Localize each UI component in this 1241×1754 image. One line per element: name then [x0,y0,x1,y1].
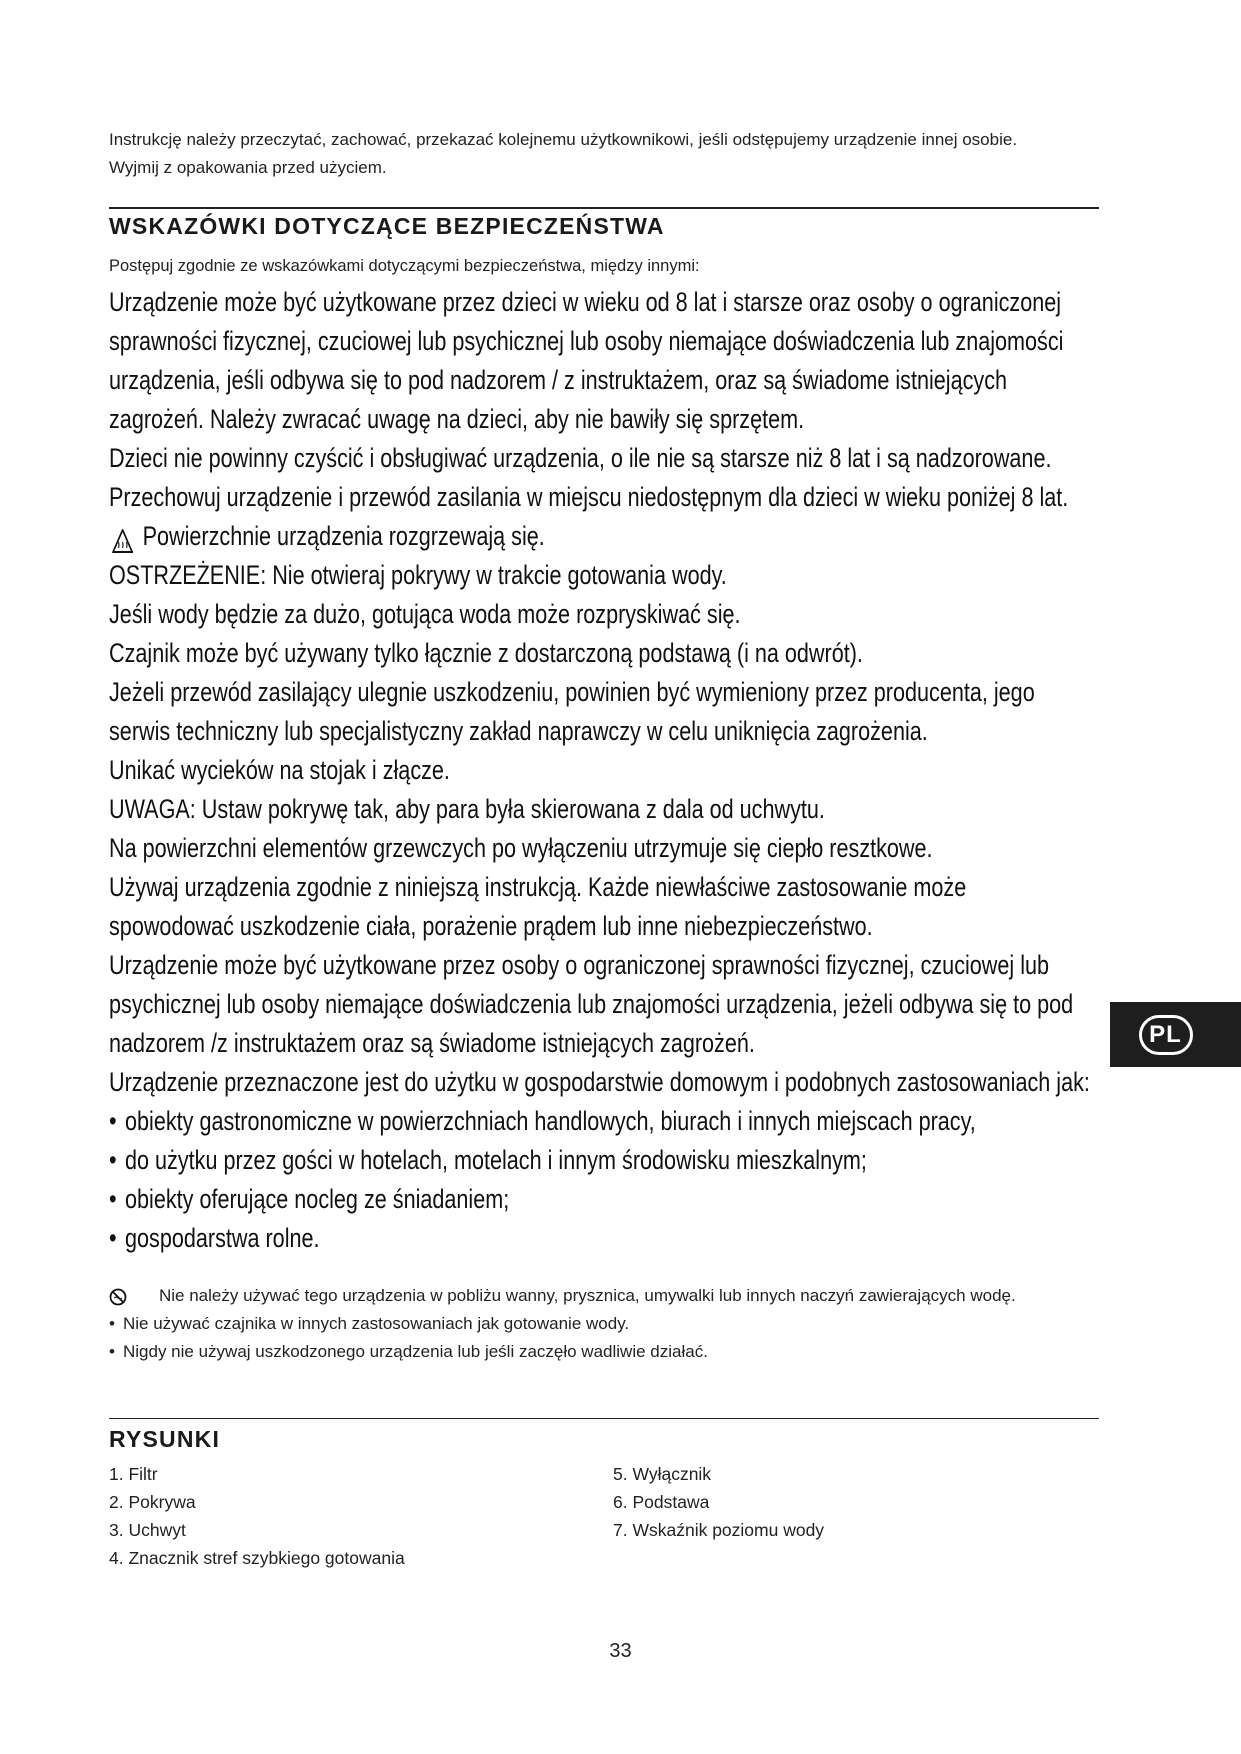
safety-line: Urządzenie przeznaczone jest do użytku w gospodarstwie domowym i podobnych zastosowaniach jak: [109,1067,1090,1097]
prohibited-icon [109,1287,127,1305]
safety-line: nadzorem /z instruktażem oraz są świadome istniejących zagrożeń. [109,1028,755,1058]
no-water-text: Nie należy używać tego urządzenia w pobliżu wanny, prysznica, umywalki lub innych naczyń zawierających wodę. [159,1286,1016,1305]
safety-line: Urządzenie może być użytkowane przez osoby o ograniczonej sprawności fizycznej, czuciowej lub [109,950,1050,980]
figure-item: 6. Podstawa [613,1492,710,1512]
language-badge: PL [1139,1015,1193,1055]
safety-line: Przechowuj urządzenie i przewód zasilania w miejscu niedostępnym dla dzieci w wieku poniżej 8 lat. [109,482,1069,512]
page-number: 33 [609,1640,632,1662]
section-divider [109,1418,1099,1419]
safety-line: Jeżeli przewód zasilający ulegnie uszkodzeniu, powinien być wymieniony przez producenta, jego [109,677,1035,707]
safety-line: Jeśli wody będzie za dużo, gotująca woda może rozpryskiwać się. [109,599,741,629]
list-item: • do użytku przez gości w hotelach, motelach i innym środowisku mieszkalnym; [109,1145,867,1175]
language-tab [1110,1002,1241,1067]
list-item: • Nigdy nie używaj uszkodzonego urządzenia lub jeśli zaczęło wadliwie działać. [109,1342,708,1361]
figure-item: 3. Uchwyt [109,1520,186,1540]
additional-warnings [109,1282,1069,1366]
figure-item: 2. Pokrywa [109,1492,196,1512]
figure-item: 1. Filtr [109,1464,158,1484]
safety-line: serwis techniczny lub specjalistyczny zakład naprawczy w celu uniknięcia zagrożenia. [109,716,928,746]
figures-list-right [613,1460,824,1544]
figure-item: 5. Wyłącznik [613,1464,712,1484]
safety-line: zagrożeń. Należy zwracać uwagę na dzieci, aby nie bawiły się sprzętem. [109,404,805,434]
safety-instructions [109,283,1090,1258]
no-water-warning [109,1282,1069,1310]
figures-heading: RYSUNKI [109,1426,221,1452]
safety-line: Urządzenie może być użytkowane przez dzieci w wieku od 8 lat i starsze oraz osoby o ograniczonej [109,287,1062,317]
safety-line: Unikać wycieków na stojak i złącze. [109,755,450,785]
safety-line: psychicznej lub osoby niemające doświadczenia lub znajomości urządzenia, jeżeli odbywa się to pod [109,989,1074,1019]
safety-line: sprawności fizycznej, czuciowej lub psychicznej lub osoby niemające doświadczenia lub znajomości [109,326,1064,356]
safety-heading: WSKAZÓWKI DOTYCZĄCE BEZPIECZEŃSTWA [109,213,665,239]
intro-text: Instrukcję należy przeczytać, zachować, przekazać kolejnemu użytkownikowi, jeśli odstępujemy urządzenie innej osobie. Wyjmij z opakowania przed użyciem. [109,130,1018,177]
figure-item: 4. Znacznik stref szybkiego gotowania [109,1548,405,1568]
safety-line: Czajnik może być używany tylko łącznie z dostarczoną podstawą (i na odwrót). [109,638,863,668]
safety-line: urządzenia, jeśli odbywa się to pod nadzorem / z instruktażem, oraz są świadome istniejących [109,365,1008,395]
section-divider [109,207,1099,209]
list-item: • gospodarstwa rolne. [109,1223,320,1253]
safety-line: Na powierzchni elementów grzewczych po wyłączeniu utrzymuje się ciepło resztkowe. [109,833,933,863]
figure-item: 7. Wskaźnik poziomu wody [613,1520,825,1540]
safety-line: Używaj urządzenia zgodnie z niniejszą instrukcją. Każde niewłaściwe zastosowanie może [109,872,967,902]
figures-list-left [109,1460,405,1572]
safety-line: Dzieci nie powinny czyścić i obsługiwać urządzenia, o ile nie są starsze niż 8 lat i są nadzorowane. [109,443,1052,473]
safety-line: spowodować uszkodzenie ciała, porażenie prądem lub inne niebezpieczeństwo. [109,911,873,941]
hot-surface-warning-icon [112,525,133,549]
hot-surface-text: Powierzchnie urządzenia rozgrzewają się. [142,521,545,551]
hot-surface-warning [109,517,909,556]
list-item: • obiekty gastronomiczne w powierzchniach handlowych, biurach i innych miejscach pracy, [109,1106,976,1136]
safety-line: UWAGA: Ustaw pokrywę tak, aby para była skierowana z dala od uchwytu. [109,794,825,824]
list-item: • obiekty oferujące nocleg ze śniadaniem; [109,1184,510,1214]
safety-line: OSTRZEŻENIE: Nie otwieraj pokrywy w trakcie gotowania wody. [109,560,727,590]
list-item: • Nie używać czajnika w innych zastosowaniach jak gotowanie wody. [109,1314,630,1333]
safety-lead: Postępuj zgodnie ze wskazówkami dotyczącymi bezpieczeństwa, między innymi: [109,257,700,275]
